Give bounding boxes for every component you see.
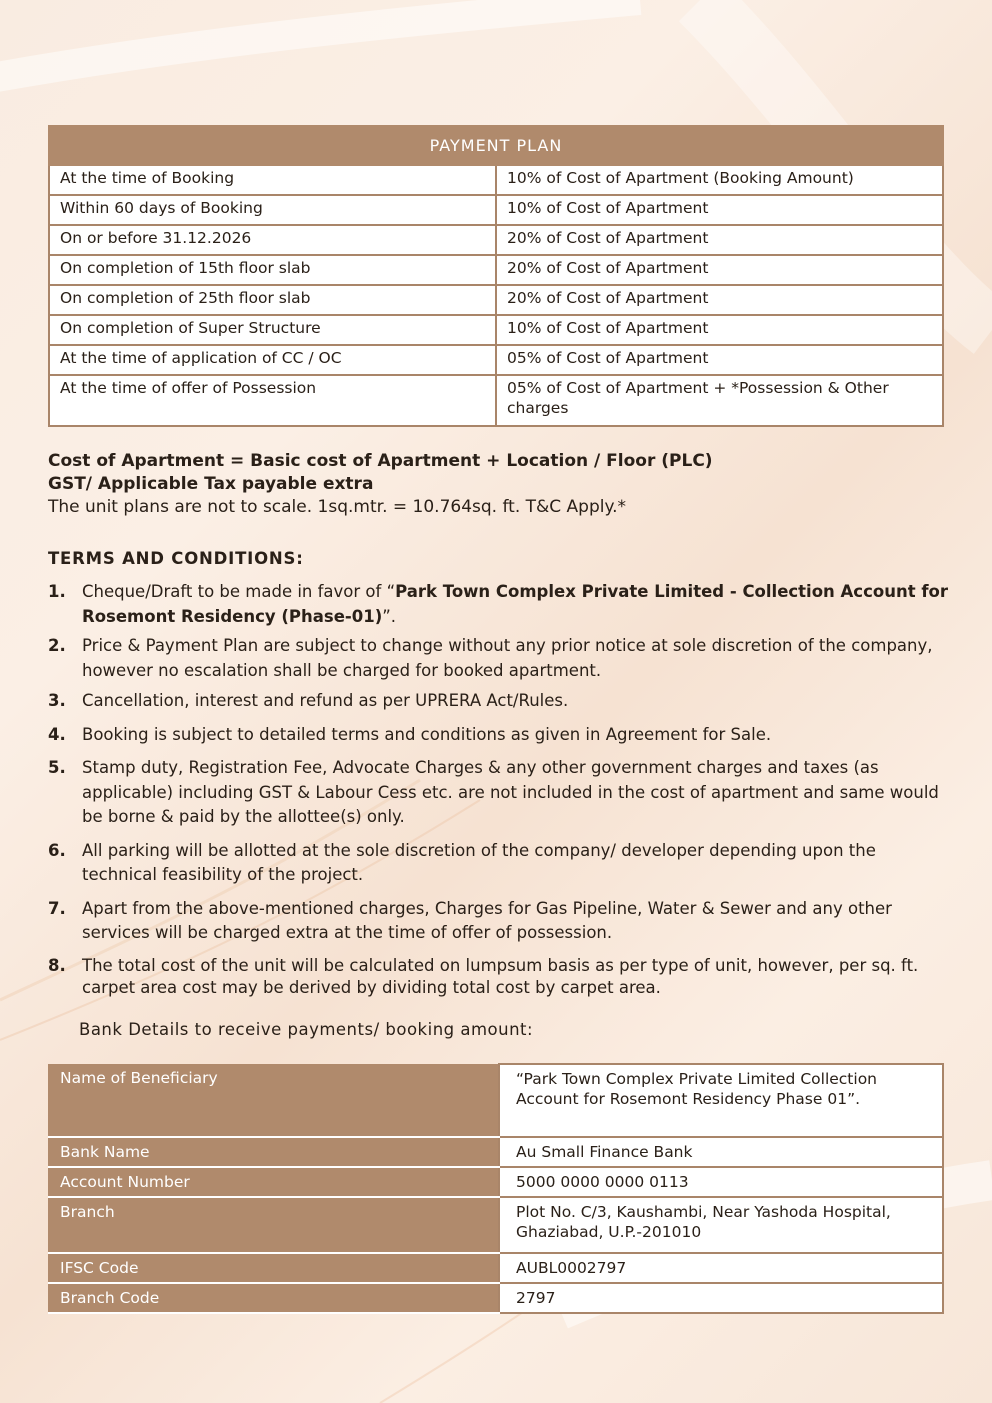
table-row xyxy=(49,285,943,315)
scale-note: The unit plans are not to scale. 1sq.mtr. = 10.764sq. ft. T&C Apply.* xyxy=(48,497,627,517)
list-item xyxy=(48,839,953,888)
terms-list xyxy=(48,580,953,999)
bank-value: 5000 0000 0000 0113 xyxy=(499,1167,943,1197)
gst-note: GST/ Applicable Tax payable extra xyxy=(48,474,374,494)
payment-stage: On completion of 25th floor slab xyxy=(49,285,496,315)
table-row xyxy=(49,225,943,255)
item-text: Price & Payment Plan are subject to change without any prior notice at sole discretion of the company, however no escalation shall be charged for booked apartment. xyxy=(82,636,933,680)
payment-stage: Within 60 days of Booking xyxy=(49,195,496,225)
bank-details-table xyxy=(48,1063,944,1314)
table-row xyxy=(48,1283,943,1313)
bank-value: “Park Town Complex Private Limited Collection Account for Rosemont Residency Phase 01”. xyxy=(499,1064,943,1137)
item-text: Apart from the above-mentioned charges, Charges for Gas Pipeline, Water & Sewer and any other services will be charged extra at the time of offer of possession. xyxy=(82,898,892,942)
item-number: 7. xyxy=(48,898,66,918)
item-number: 1. xyxy=(48,582,66,601)
payment-amount: 20% of Cost of Apartment xyxy=(496,255,943,285)
bank-label: Branch xyxy=(48,1197,499,1253)
list-item xyxy=(48,689,953,714)
bank-details-title: Bank Details to receive payments/ booking amount: xyxy=(79,1020,534,1039)
bank-label: Account Number xyxy=(48,1167,499,1197)
table-row xyxy=(49,315,943,345)
payment-amount: 20% of Cost of Apartment xyxy=(496,285,943,315)
item-number: 5. xyxy=(48,758,66,777)
table-row xyxy=(48,1197,943,1253)
cost-notes xyxy=(48,450,948,519)
table-row xyxy=(48,1167,943,1197)
payment-plan-table xyxy=(48,125,944,427)
list-item xyxy=(48,756,953,830)
payment-stage: At the time of Booking xyxy=(49,165,496,195)
table-row xyxy=(48,1253,943,1283)
payment-amount: 20% of Cost of Apartment xyxy=(496,225,943,255)
bank-value: Au Small Finance Bank xyxy=(499,1137,943,1167)
payment-amount: 05% of Cost of Apartment xyxy=(496,345,943,375)
payment-stage: At the time of application of CC / OC xyxy=(49,345,496,375)
table-row xyxy=(49,345,943,375)
table-row xyxy=(49,375,943,426)
item-text: Cancellation, interest and refund as per UPRERA Act/Rules. xyxy=(82,691,569,710)
payment-stage: On completion of Super Structure xyxy=(49,315,496,345)
item-text-bold: Park Town Complex Private Limited - Collection Account for Rosemont Residency (Phase-01) xyxy=(82,582,948,626)
payment-stage: On or before 31.12.2026 xyxy=(49,225,496,255)
bank-value: Plot No. C/3, Kaushambi, Near Yashoda Hospital, Ghaziabad, U.P.-201010 xyxy=(499,1197,943,1253)
item-number: 8. xyxy=(48,955,66,975)
payment-amount: 10% of Cost of Apartment xyxy=(496,195,943,225)
table-row xyxy=(48,1064,943,1137)
bank-value: AUBL0002797 xyxy=(499,1253,943,1283)
item-text: All parking will be allotted at the sole discretion of the company/ developer depending upon the technical feasibility of the project. xyxy=(82,840,876,884)
item-text: Stamp duty, Registration Fee, Advocate Charges & any other government charges and taxes (as applicable) including GST & Labour Cess etc. are not included in the cost of apartment and same would be borne & paid by the allottee(s) only. xyxy=(82,758,939,826)
item-number: 6. xyxy=(48,840,66,860)
bank-label: Bank Name xyxy=(48,1137,499,1167)
table-row xyxy=(49,255,943,285)
bank-label: Name of Beneficiary xyxy=(48,1064,499,1137)
item-number: 2. xyxy=(48,636,66,655)
item-text-pre: Cheque/Draft to be made in favor of “ xyxy=(82,582,396,601)
payment-plan-title: PAYMENT PLAN xyxy=(49,126,943,165)
bank-value: 2797 xyxy=(499,1283,943,1313)
list-item xyxy=(48,897,953,946)
bank-label: Branch Code xyxy=(48,1283,499,1313)
item-text: The total cost of the unit will be calculated on lumpsum basis as per type of unit, however, per sq. ft. carpet area cost may be derived by dividing total cost by carpet area. xyxy=(82,955,919,997)
table-row xyxy=(49,165,943,195)
table-row xyxy=(48,1137,943,1167)
list-item xyxy=(48,723,953,748)
payment-amount: 10% of Cost of Apartment (Booking Amount) xyxy=(496,165,943,195)
payment-stage: At the time of offer of Possession xyxy=(49,375,496,426)
item-number: 4. xyxy=(48,724,66,744)
list-item xyxy=(48,580,953,629)
item-text-post: ”. xyxy=(382,606,397,626)
list-item xyxy=(48,955,953,999)
payment-amount: 10% of Cost of Apartment xyxy=(496,315,943,345)
table-row xyxy=(49,195,943,225)
payment-amount: 05% of Cost of Apartment + *Possession & Other charges xyxy=(496,375,943,426)
item-text: Booking is subject to detailed terms and conditions as given in Agreement for Sale. xyxy=(82,724,772,744)
terms-title: TERMS AND CONDITIONS: xyxy=(48,549,304,568)
payment-stage: On completion of 15th floor slab xyxy=(49,255,496,285)
item-number: 3. xyxy=(48,691,66,710)
cost-formula: Cost of Apartment = Basic cost of Apartment + Location / Floor (PLC) xyxy=(48,451,713,471)
bank-label: IFSC Code xyxy=(48,1253,499,1283)
list-item xyxy=(48,634,953,683)
